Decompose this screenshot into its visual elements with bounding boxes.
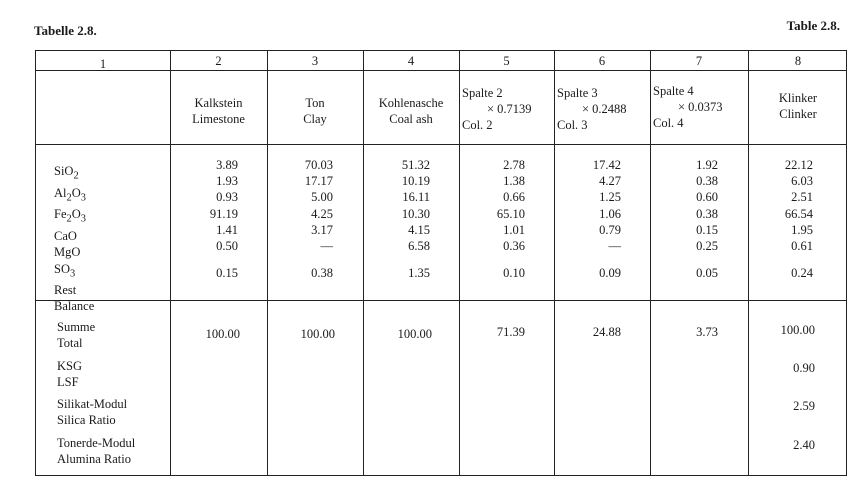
column-number: 6 xyxy=(598,54,606,68)
value-cell: 1.38 xyxy=(503,174,525,189)
total-label: Summe Total xyxy=(57,320,96,350)
value-cell: 3.89 xyxy=(216,158,238,172)
value-cell: 0.50 xyxy=(216,239,238,254)
value-cell: 6.03 xyxy=(791,174,813,189)
column-number: 1 xyxy=(99,57,107,71)
row-divider xyxy=(36,300,846,301)
column-number: 7 xyxy=(695,54,703,68)
value-cell: 65.10 xyxy=(496,206,525,221)
value-cell: 51.32 xyxy=(401,158,430,172)
value-cell: 2.78 xyxy=(503,158,525,172)
value-cell: 0.25 xyxy=(696,239,718,254)
column-divider xyxy=(650,51,651,475)
value-cell: 1.41 xyxy=(216,222,238,237)
composition-table xyxy=(35,50,847,476)
component-label: SiO$_2$ xyxy=(54,164,79,182)
component-label: $SO_3$ xyxy=(54,261,76,280)
table-caption-german: Tabelle 2.8. xyxy=(34,23,97,38)
value-cell: 0.66 xyxy=(503,190,525,205)
value-column-col2 xyxy=(459,157,525,254)
total-value: 100.00 xyxy=(205,327,240,341)
header-col2-factor: Spalte 2 × 0.7139 Col. 2 xyxy=(462,86,532,132)
component-label: $Al_2O_3$ xyxy=(54,185,86,204)
value-cell: 10.30 xyxy=(401,206,430,221)
total-value: 3.73 xyxy=(696,325,718,339)
value-cell: 10.19 xyxy=(401,174,430,189)
alumina-ratio-label: Tonerde-Modul Alumina Ratio xyxy=(57,436,136,466)
rest-label-en: Balance xyxy=(54,299,95,314)
value-column-limestone xyxy=(170,157,238,254)
value-cell: 1.25 xyxy=(599,190,621,205)
lsf-label: KSG LSF xyxy=(57,359,83,389)
table-caption-english: Table 2.8. xyxy=(786,18,840,33)
rest-label-de: Rest xyxy=(54,283,77,298)
component-label: MgO xyxy=(54,245,81,260)
value-cell: — xyxy=(320,239,333,254)
rest-value: 0.09 xyxy=(599,266,621,280)
rest-value: 0.15 xyxy=(216,266,238,280)
alumina-ratio-value: 2.40 xyxy=(793,438,815,452)
value-cell: 5.00 xyxy=(311,190,333,205)
component-labels xyxy=(54,163,94,315)
value-cell: 0.36 xyxy=(503,239,525,254)
value-cell: 0.15 xyxy=(696,222,718,237)
component-label: CaO xyxy=(54,229,77,244)
header-clay: Ton Clay xyxy=(303,96,327,126)
value-column-col4 xyxy=(650,157,718,254)
component-label: $Fe_2O_3$ xyxy=(54,207,86,225)
value-cell: 4.27 xyxy=(599,174,621,189)
value-cell: 0.79 xyxy=(599,222,621,237)
value-cell: 0.61 xyxy=(791,239,813,254)
value-cell: 6.58 xyxy=(408,239,430,254)
column-number: 2 xyxy=(215,54,222,68)
value-cell: 17.42 xyxy=(592,158,621,172)
column-divider xyxy=(554,51,555,475)
value-cell: 91.19 xyxy=(209,206,238,221)
row-divider xyxy=(36,144,846,145)
value-cell: 1.93 xyxy=(216,174,238,189)
column-number: 8 xyxy=(794,54,802,68)
value-cell: — xyxy=(608,239,621,254)
value-column-col3 xyxy=(554,157,621,254)
value-cell: 1.06 xyxy=(599,206,621,221)
total-value: 24.88 xyxy=(592,325,621,339)
rest-value: 0.05 xyxy=(696,266,718,280)
rest-value: 0.38 xyxy=(311,266,333,280)
total-value: 100.00 xyxy=(300,327,335,341)
total-value: 100.00 xyxy=(397,327,432,341)
header-col3-factor: Spalte 3 × 0.2488 Col. 3 xyxy=(557,86,627,132)
silica-ratio-value: 2.59 xyxy=(793,399,815,413)
value-cell: 4.25 xyxy=(311,206,333,221)
value-cell: 17.17 xyxy=(304,174,333,189)
value-cell: 66.54 xyxy=(784,206,813,221)
value-cell: 3.17 xyxy=(311,222,333,237)
header-coal-ash: Kohlenasche Coal ash xyxy=(378,96,444,126)
value-cell: 1.01 xyxy=(503,222,525,237)
total-value: 71.39 xyxy=(496,325,525,339)
value-cell: 0.38 xyxy=(696,174,718,189)
silica-ratio-label: Silikat-Modul Silica Ratio xyxy=(57,397,128,427)
column-number: 3 xyxy=(311,54,319,68)
rest-value: 0.10 xyxy=(503,266,525,280)
value-cell: 0.60 xyxy=(696,190,718,205)
header-limestone: Kalkstein Limestone xyxy=(192,96,245,126)
value-cell: 16.11 xyxy=(402,190,430,205)
rest-value: 1.35 xyxy=(408,266,430,280)
column-divider xyxy=(459,51,460,475)
value-cell: 1.95 xyxy=(791,222,813,237)
value-cell: 22.12 xyxy=(784,158,813,172)
header-clinker: Klinker Clinker xyxy=(778,91,818,121)
value-cell: 70.03 xyxy=(304,158,333,172)
value-cell: 1.92 xyxy=(696,158,718,172)
column-number: 4 xyxy=(407,54,415,68)
value-cell: 0.38 xyxy=(696,206,718,221)
lsf-value: 0.90 xyxy=(793,361,815,375)
rest-value: 0.24 xyxy=(791,266,813,280)
header-col4-factor: Spalte 4 × 0.0373 Col. 4 xyxy=(653,84,723,130)
total-value: 100.00 xyxy=(780,323,815,337)
value-column-coal-ash xyxy=(363,157,430,254)
value-cell: 0.93 xyxy=(216,190,238,205)
column-number: 5 xyxy=(503,54,510,68)
value-column-clay xyxy=(267,157,333,254)
value-cell: 4.15 xyxy=(408,222,430,237)
value-column-clinker xyxy=(748,157,813,254)
value-cell: 2.51 xyxy=(791,190,813,205)
